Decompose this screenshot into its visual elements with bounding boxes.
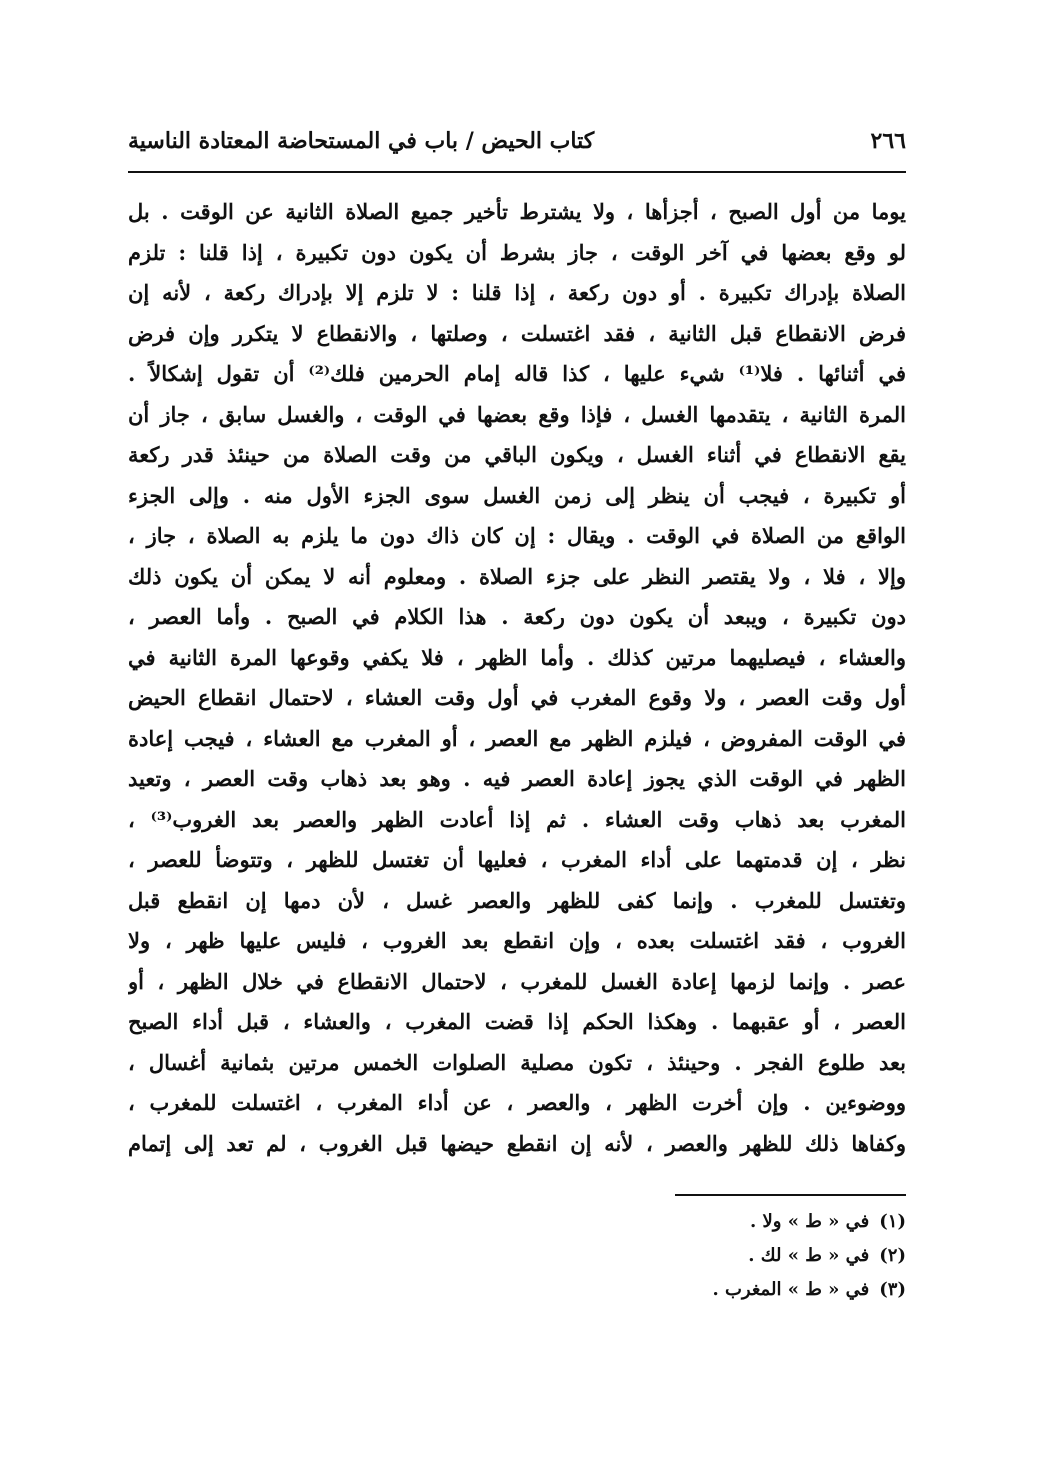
footnote-text: في « ط » المغرب . — [712, 1279, 870, 1300]
text-line: أول وقت العصر ، ولا وقوع المغرب في أول وقت العشاء ، لاحتمال انقطاع الحيض — [128, 685, 906, 710]
text-line: والعشاء ، فيصليهما مرتين كذلك . وأما الظهر ، فلا يكفي وقوعها المرة الثانية في — [128, 644, 906, 670]
text-line: لو وقع بعضها في آخر الوقت ، جاز بشرط أن يكون دون تكبيرة ، إذا قلنا : تلزم — [128, 239, 906, 265]
text-line: أو تكبيرة ، فيجب أن ينظر إلى زمن الغسل سوى الجزء الأول منه . وإلى الجزء — [128, 482, 906, 508]
text-line: يوما من أول الصبح ، أجزأها ، ولا يشترط تأخير جميع الصلاة الثانية عن الوقت . بل — [128, 199, 906, 224]
footnote — [712, 1239, 906, 1273]
text-line: نظر ، إن قدمتهما على أداء المغرب ، فعليها أن تغتسل للظهر ، وتتوضأ للعصر ، — [128, 847, 906, 872]
header-divider — [128, 171, 906, 173]
text-line: الواقع من الصلاة في الوقت . ويقال : إن كان ذاك دون ما يلزم به الصلاة ، جاز ، — [128, 523, 906, 548]
main-text — [128, 192, 906, 1164]
text-line: وتغتسل للمغرب . وإنما كفى للظهر والعصر غسل ، لأن دمها إن انقطع قبل — [128, 887, 906, 913]
text-line: وكفاها ذلك للظهر والعصر ، لأنه إن انقطع حيضها قبل الغروب ، لم تعد إلى إتمام — [128, 1130, 906, 1156]
text-line: المرة الثانية ، يتقدمها الغسل ، فإذا وقع بعضها في الوقت ، والغسل سابق ، جاز أن — [128, 401, 906, 427]
text-line: المغرب بعد ذهاب وقت العشاء . ثم إذا أعادت الظهر والعصر بعد الغروب⁽³⁾ ، — [128, 806, 906, 832]
text-line: الغروب ، فقد اغتسلت بعده ، وإن انقطع بعد الغروب ، فليس عليها ظهر ، ولا — [128, 928, 906, 953]
text-line: في أثنائها . فلا⁽¹⁾ شيء عليها ، كذا قاله إمام الحرمين فلك⁽²⁾ أن تقول إشكالاً . — [128, 361, 906, 386]
footnote-text: في « ط » ولا . — [749, 1211, 870, 1232]
text-line: الصلاة بإدراك تكبيرة . أو دون ركعة ، إذا قلنا : لا تلزم إلا بإدراك ركعة ، لأنه إن — [128, 280, 906, 305]
text-line: عصر . وإنما لزمها إعادة الغسل للمغرب ، لاحتمال الانقطاع في خلال الظهر ، أو — [128, 968, 906, 994]
page-number: ٢٦٦ — [870, 128, 906, 154]
running-header — [128, 128, 906, 168]
text-line: الظهر في الوقت الذي يجوز إعادة العصر فيه . وهو بعد ذهاب وقت العصر ، وتعيد — [128, 766, 906, 791]
footnote-divider — [675, 1194, 906, 1196]
text-line: يقع الانقطاع في أثناء الغسل ، ويكون الباقي من وقت الصلاة من حينئذ قدر ركعة — [128, 442, 906, 467]
footnotes — [712, 1205, 906, 1307]
chapter-title: كتاب الحيض / باب في المستحاضة المعتادة الناسية — [128, 128, 595, 154]
footnote-text: في « ط » لك . — [748, 1245, 870, 1266]
footnote — [712, 1205, 906, 1239]
text-line: وإلا ، فلا ، ولا يقتصر النظر على جزء الصلاة . ومعلوم أنه لا يمكن أن يكون ذلك — [128, 563, 906, 589]
footnote-number: (٣) — [879, 1279, 906, 1300]
text-line: دون تكبيرة ، ويبعد أن يكون دون ركعة . هذا الكلام في الصبح . وأما العصر ، — [128, 604, 906, 629]
footnote — [712, 1273, 906, 1307]
footnote-number: (٢) — [879, 1245, 906, 1266]
footnote-number: (١) — [879, 1211, 906, 1232]
text-line: العصر ، أو عقبهما . وهكذا الحكم إذا قضت المغرب ، والعشاء ، قبل أداء الصبح — [128, 1009, 906, 1034]
text-line: بعد طلوع الفجر . وحينئذ ، تكون مصلية الصلوات الخمس مرتين بثمانية أغسال ، — [128, 1049, 906, 1075]
text-line: في الوقت المفروض ، فيلزم الظهر مع العصر ، أو المغرب مع العشاء ، فيجب إعادة — [128, 725, 906, 751]
text-line: فرض الانقطاع قبل الثانية ، فقد اغتسلت ، وصلتها ، والانقطاع لا يتكرر وإن فرض — [128, 320, 906, 346]
text-line: ووضوءين . وإن أخرت الظهر ، والعصر ، عن أداء المغرب ، اغتسلت للمغرب ، — [128, 1090, 906, 1115]
